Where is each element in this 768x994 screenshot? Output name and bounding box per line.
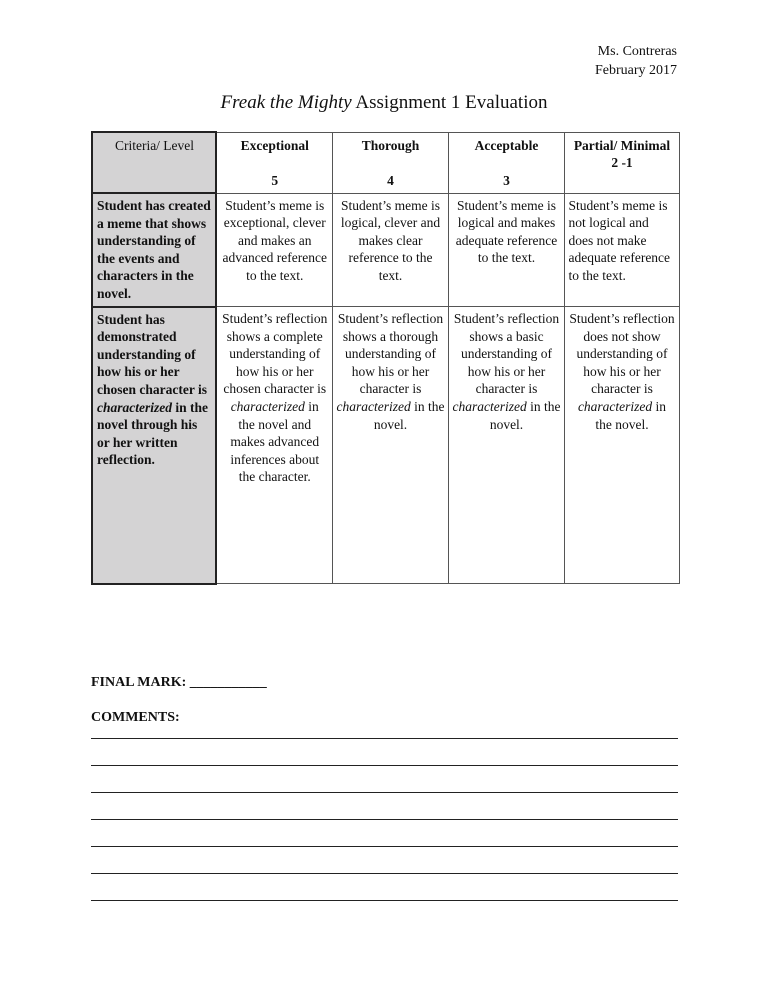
- reflection-thorough: Student’s reflection shows a thorough understanding of how his or her character is characterized in the novel.: [332, 307, 448, 584]
- reflection-partial: Student’s reflection does not show understanding of how his or her character is characterized in the novel.: [564, 307, 679, 584]
- level-header-partial: Partial/ Minimal 2 -1: [564, 132, 679, 193]
- level-header-exceptional: Exceptional 5: [216, 132, 332, 193]
- level-header-thorough: Thorough 4: [332, 132, 448, 193]
- comment-line: [91, 738, 678, 739]
- comment-line: [91, 873, 678, 874]
- meme-exceptional: Student’s meme is exceptional, clever and makes an advanced reference to the text.: [216, 193, 332, 307]
- criterion-meme: Student has created a meme that shows understanding of the events and characters in the novel.: [92, 193, 216, 307]
- rubric-row-meme: [92, 193, 679, 307]
- document-header: [595, 42, 677, 80]
- reflection-acceptable: Student’s reflection shows a basic understanding of how his or her character is characterized in the novel.: [448, 307, 564, 584]
- book-title: Freak the Mighty: [220, 92, 352, 113]
- criteria-level-header: Criteria/ Level: [92, 132, 216, 193]
- rubric-table: [91, 131, 680, 585]
- comment-line: [91, 765, 678, 766]
- document-date: February 2017: [594, 63, 677, 78]
- criterion-reflection: Student has demonstrated understanding of how his or her chosen character is characterized in the novel through his or her written reflection.: [92, 307, 216, 584]
- comment-line: [91, 819, 678, 820]
- meme-thorough: Student’s meme is logical, clever and makes clear reference to the text.: [332, 193, 448, 307]
- final-mark-field: FINAL MARK: ___________: [91, 675, 267, 690]
- reflection-exceptional: Student’s reflection shows a complete understanding of how his or her chosen character is characterized in the novel and makes advanced inferences about the character.: [216, 307, 332, 584]
- meme-acceptable: Student’s meme is logical and makes adequate reference to the text.: [448, 193, 564, 307]
- comment-line: [91, 846, 678, 847]
- comment-line: [91, 792, 678, 793]
- level-header-acceptable: Acceptable 3: [448, 132, 564, 193]
- document-title: [0, 92, 768, 114]
- meme-partial: Student’s meme is not logical and does not make adequate reference to the text.: [564, 193, 679, 307]
- rubric-header-row: [92, 132, 679, 193]
- teacher-name: Ms. Contreras: [597, 44, 677, 59]
- title-rest: Assignment 1 Evaluation: [351, 92, 548, 113]
- rubric-row-reflection: [92, 307, 679, 584]
- comment-line: [91, 900, 678, 901]
- comments-label: COMMENTS:: [91, 710, 180, 725]
